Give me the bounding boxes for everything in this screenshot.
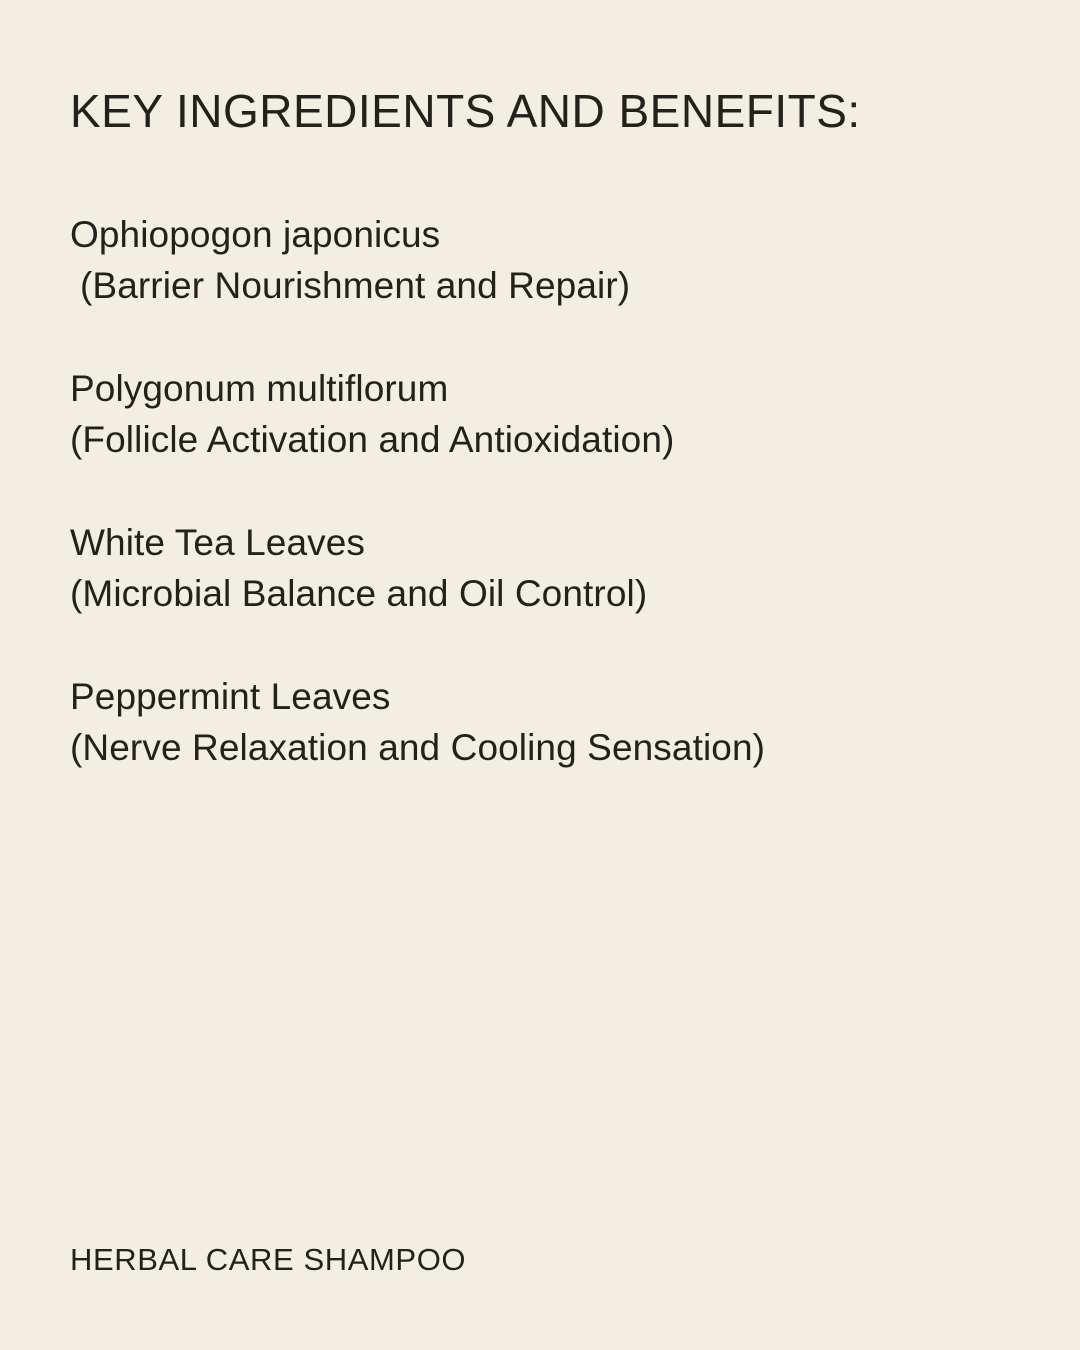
ingredient-name: White Tea Leaves xyxy=(70,521,366,563)
product-name-footer: HERBAL CARE SHAMPOO xyxy=(70,1242,467,1277)
ingredient-benefit: (Barrier Nourishment and Repair) xyxy=(80,264,631,306)
ingredient-benefit: (Nerve Relaxation and Cooling Sensation) xyxy=(70,726,766,768)
ingredient-name: Polygonum multiflorum xyxy=(70,367,449,409)
list-item xyxy=(70,671,1010,773)
ingredient-list xyxy=(70,209,1010,773)
list-item xyxy=(70,517,1010,619)
ingredient-name: Ophiopogon japonicus xyxy=(70,213,441,255)
ingredient-benefit: (Microbial Balance and Oil Control) xyxy=(70,572,648,614)
list-item xyxy=(70,363,1010,465)
ingredient-benefit: (Follicle Activation and Antioxidation) xyxy=(70,418,675,460)
ingredient-name: Peppermint Leaves xyxy=(70,675,391,717)
list-item xyxy=(70,209,1010,311)
page-title: KEY INGREDIENTS AND BENEFITS: xyxy=(70,85,861,137)
